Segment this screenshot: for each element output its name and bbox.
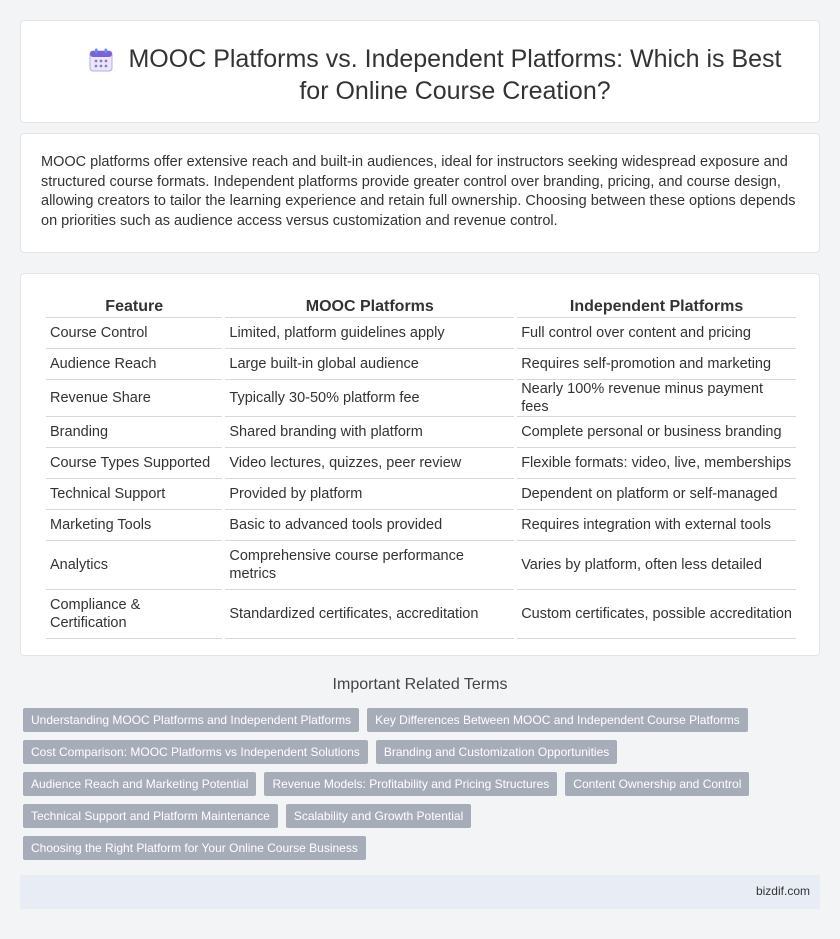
table-cell: Varies by platform, often less detailed	[517, 541, 796, 590]
header-mooc: MOOC Platforms	[225, 296, 514, 318]
table-cell: Marketing Tools	[46, 510, 222, 541]
table-cell: Provided by platform	[225, 479, 514, 510]
related-term-tag[interactable]: Scalability and Growth Potential	[286, 804, 471, 828]
header-feature: Feature	[46, 296, 222, 318]
table-row	[46, 417, 796, 448]
related-term-tag[interactable]: Content Ownership and Control	[565, 772, 749, 796]
footer	[20, 875, 820, 909]
related-term-tag[interactable]: Revenue Models: Profitability and Pricing Structures	[264, 772, 557, 796]
title-card	[20, 20, 820, 123]
related-term-tag[interactable]: Choosing the Right Platform for Your Online Course Business	[23, 836, 366, 860]
table-row	[46, 541, 796, 590]
comparison-table-card	[20, 273, 820, 656]
table-cell: Typically 30-50% platform fee	[225, 380, 514, 417]
table-cell: Revenue Share	[46, 380, 222, 417]
table-cell: Video lectures, quizzes, peer review	[225, 448, 514, 479]
table-row	[46, 590, 796, 639]
table-cell: Custom certificates, possible accreditation	[517, 590, 796, 639]
related-term-tag[interactable]: Cost Comparison: MOOC Platforms vs Independent Solutions	[23, 740, 368, 764]
table-cell: Course Control	[46, 318, 222, 349]
related-term-tag[interactable]: Understanding MOOC Platforms and Independent Platforms	[23, 708, 359, 732]
table-row	[46, 510, 796, 541]
related-term-tag[interactable]: Technical Support and Platform Maintenance	[23, 804, 278, 828]
related-term-tag[interactable]: Audience Reach and Marketing Potential	[23, 772, 256, 796]
table-row	[46, 448, 796, 479]
table-cell: Branding	[46, 417, 222, 448]
table-cell: Dependent on platform or self-managed	[517, 479, 796, 510]
intro-paragraph: MOOC platforms offer extensive reach and built-in audiences, ideal for instructors seeking widespread exposure and structured course formats. Independent platforms provide greater control over branding, pricing, and course design, allowing creators to tailor the learning experience and retain full ownership. Choosing between these options depends on priorities such as audience access versus customization and revenue control.	[41, 154, 796, 229]
table-row	[46, 479, 796, 510]
table-row	[46, 318, 796, 349]
table-row	[46, 380, 796, 417]
footer-site-link[interactable]: bizdif.com	[755, 884, 810, 898]
page-title: MOOC Platforms vs. Independent Platforms: Which is Best for Online Course Creation?	[128, 45, 782, 105]
table-cell: Limited, platform guidelines apply	[225, 318, 514, 349]
related-term-tag[interactable]: Key Differences Between MOOC and Independent Course Platforms	[367, 708, 748, 732]
table-cell: Shared branding with platform	[225, 417, 514, 448]
intro-card	[20, 133, 820, 253]
table-cell: Nearly 100% revenue minus payment fees	[517, 380, 796, 417]
table-header-row	[46, 296, 796, 318]
table-cell: Requires self-promotion and marketing	[517, 349, 796, 380]
table-cell: Standardized certificates, accreditation	[225, 590, 514, 639]
table-cell: Audience Reach	[46, 349, 222, 380]
table-cell: Comprehensive course performance metrics	[225, 541, 514, 590]
table-cell: Complete personal or business branding	[517, 417, 796, 448]
table-cell: Large built-in global audience	[225, 349, 514, 380]
related-terms-list	[23, 708, 803, 868]
table-cell: Full control over content and pricing	[517, 318, 796, 349]
table-cell: Course Types Supported	[46, 448, 222, 479]
related-terms-heading: Important Related Terms	[332, 676, 508, 693]
header-independent: Independent Platforms	[517, 296, 796, 318]
table-cell: Compliance & Certification	[46, 590, 222, 639]
table-cell: Basic to advanced tools provided	[225, 510, 514, 541]
table-cell: Requires integration with external tools	[517, 510, 796, 541]
table-row	[46, 349, 796, 380]
table-cell: Flexible formats: video, live, memberships	[517, 448, 796, 479]
table-cell: Analytics	[46, 541, 222, 590]
related-term-tag[interactable]: Branding and Customization Opportunities	[376, 740, 617, 764]
table-cell: Technical Support	[46, 479, 222, 510]
comparison-table	[43, 296, 799, 639]
